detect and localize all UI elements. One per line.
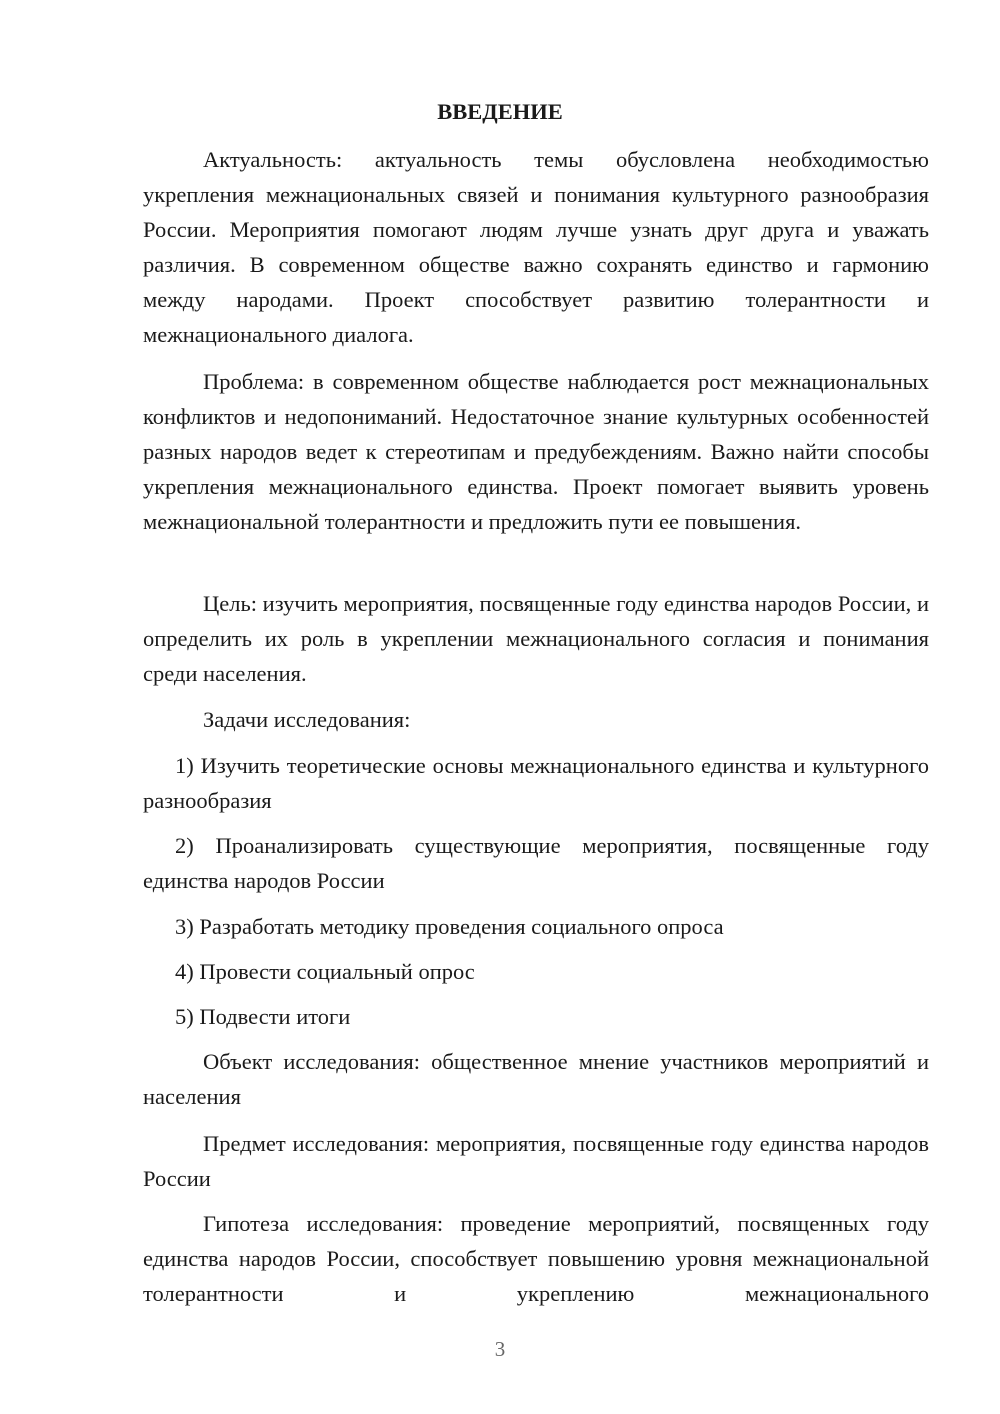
paragraph-goal: Цель: изучить мероприятия, посвященные году единства народов России, и определить их роль в укреплении межнационального согласия и понимания среди населения.	[143, 591, 929, 686]
task-item-3: 3) Разработать методику проведения социального опроса	[175, 914, 724, 939]
task-item-5: 5) Подвести итоги	[175, 1004, 351, 1029]
paragraph-relevance: Актуальность: актуальность темы обусловлена необходимостью укрепления межнациональных связей и понимания культурного разнообразия России. Мероприятия помогают людям лучше узнать друг друга и уважать различия. В современном обществе важно сохранять единство и гармонию между народами. Проект способствует развитию толерантности и межнационального диалога.	[143, 147, 929, 347]
task-item-2: 2) Проанализировать существующие мероприятия, посвященные году единства народов России	[143, 833, 929, 893]
page-title: ВВЕДЕНИЕ	[437, 99, 563, 124]
paragraph-object: Объект исследования: общественное мнение участников мероприятий и населения	[143, 1049, 929, 1109]
page-number: 3	[494, 1337, 506, 1361]
paragraph-subject: Предмет исследования: мероприятия, посвященные году единства народов России	[143, 1131, 929, 1191]
paragraph-hypothesis: Гипотеза исследования: проведение мероприятий, посвященных году единства народов России, способствует повышению уровня межнациональной толерантности и укреплению межнационального	[143, 1211, 929, 1306]
task-item-1: 1) Изучить теоретические основы межнационального единства и культурного разнообразия	[143, 753, 929, 813]
paragraph-problem: Проблема: в современном обществе наблюдается рост межнациональных конфликтов и недопониманий. Недостаточное знание культурных особенностей разных народов ведет к стереотипам и предубеждениям. Важно найти способы укрепления межнационального единства. Проект помогает выявить уровень межнациональной толерантности и предложить пути ее повышения.	[143, 369, 929, 534]
tasks-heading: Задачи исследования:	[203, 707, 411, 732]
task-item-4: 4) Провести социальный опрос	[175, 959, 475, 984]
